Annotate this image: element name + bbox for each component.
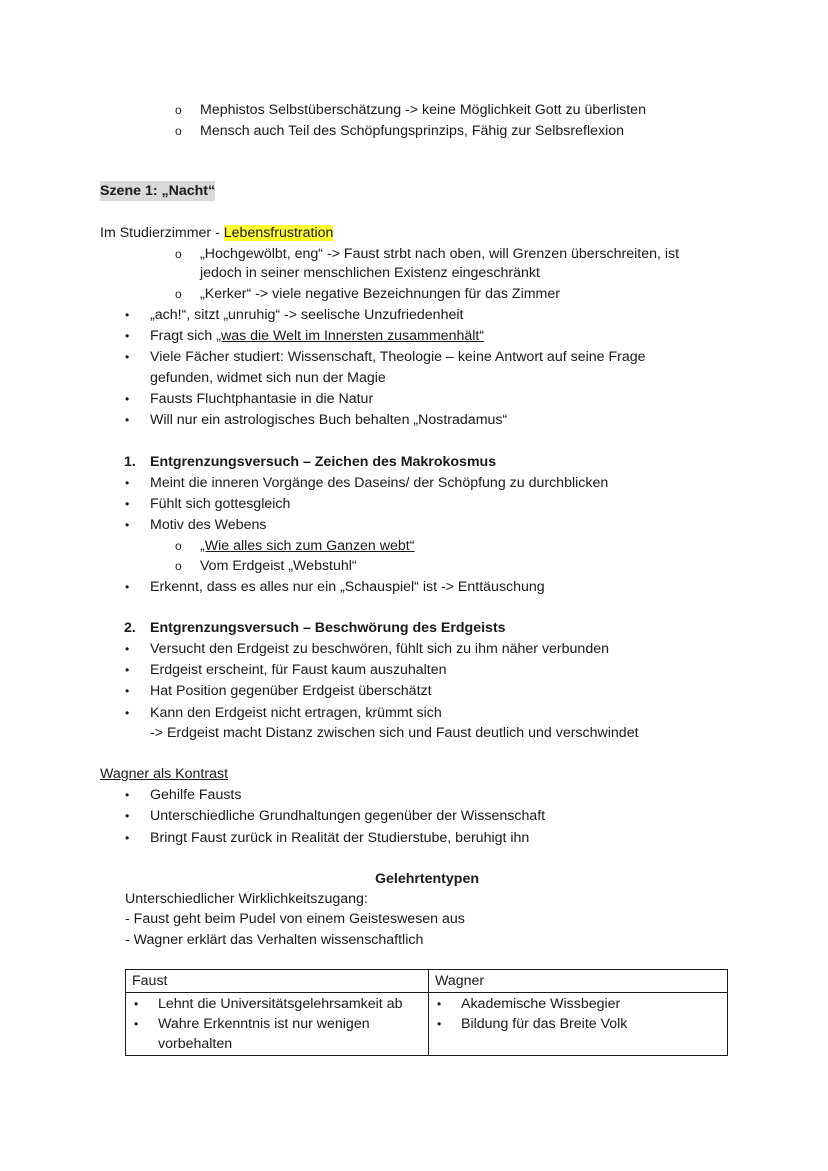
bullet-text: Bringt Faust zurück in Realität der Studierstube, beruhigt ihn (150, 830, 530, 846)
sub-bullet-marker: o (175, 559, 182, 573)
section-heading: Entgrenzungsversuch – Zeichen des Makrokosmus (150, 454, 497, 470)
list-item (132, 1014, 422, 1054)
bullet-text: Erkennt, dass es alles nur ein „Schauspiel“ ist -> Enttäuschung (150, 579, 545, 595)
gelehrten-line: - Wagner erklärt das Verhalten wissenschaftlich (125, 932, 424, 948)
section-number: 1. (124, 454, 136, 470)
bullet-text (150, 326, 484, 346)
cell-list (435, 994, 721, 1034)
sub-bullet-marker: o (175, 124, 182, 138)
sub-bullet-text: Mephistos Selbstüberschätzung -> keine Möglichkeit Gott zu überlisten (200, 102, 646, 118)
section-number: 2. (124, 620, 136, 636)
bullet-marker: • (125, 663, 130, 677)
scene-heading: Szene 1: „Nacht“ (100, 183, 216, 199)
intro-highlight: Lebensfrustration (223, 225, 334, 241)
bullet-marker: • (134, 1017, 139, 1031)
bullet-marker: • (125, 684, 130, 698)
sub-bullet-marker: o (175, 103, 182, 117)
sub-bullet-text: „Hochgewölbt, eng“ -> Faust strbt nach oben, will Grenzen überschreiten, ist (200, 246, 680, 262)
bullet-marker: • (125, 809, 130, 823)
bullet-marker: • (125, 580, 130, 594)
gelehrten-title: Gelehrtentypen (374, 871, 480, 887)
list-item (435, 994, 721, 1014)
bullet-marker: • (125, 476, 130, 490)
bullet-marker: • (437, 997, 442, 1011)
bullet-marker: • (125, 308, 130, 322)
list-item-text: Lehnt die Universitätsgelehrsamkeit ab (158, 996, 403, 1012)
bullet-text: Motiv des Webens (150, 517, 267, 533)
list-item-text: Akademische Wissbegier (461, 996, 621, 1012)
bullet-marker: • (125, 350, 130, 364)
bullet-text-cont: gefunden, widmet sich nun der Magie (150, 370, 386, 386)
bullet-text: Unterschiedliche Grundhaltungen gegenüber der Wissenschaft (150, 808, 546, 824)
table-header-row (126, 970, 728, 993)
list-item-text: Wahre Erkenntnis ist nur wenigen vorbehalten (158, 1016, 370, 1052)
comparison-table (125, 969, 728, 1056)
list-item-text: Bildung für das Breite Volk (461, 1016, 628, 1032)
bullet-text: Fausts Fluchtphantasie in die Natur (150, 391, 374, 407)
sub-bullet-text: „Kerker“ -> viele negative Bezeichnungen für das Zimmer (200, 286, 560, 302)
bullet-marker: • (437, 1017, 442, 1031)
bullet-marker: • (125, 831, 130, 845)
bullet-text: Viele Fächer studiert: Wissenschaft, Theologie – keine Antwort auf seine Frage (150, 349, 646, 365)
sub-bullet-text-cont: jedoch in seiner menschlichen Existenz eingeschränkt (200, 265, 540, 281)
bullet-marker: • (125, 642, 130, 656)
bullet-text: Gehilfe Fausts (150, 787, 242, 803)
bullet-text: Versucht den Erdgeist zu beschwören, fühlt sich zu ihm näher verbunden (150, 641, 609, 657)
bullet-marker: • (125, 497, 130, 511)
gelehrten-line: Unterschiedlicher Wirklichkeitszugang: (125, 891, 368, 907)
bullet-marker: • (125, 706, 130, 720)
bullet-text: Erdgeist erscheint, für Faust kaum auszuhalten (150, 662, 447, 678)
underlined-quote: „was die Welt im Innersten zusammenhält“ (216, 328, 485, 344)
gelehrten-line: - Faust geht beim Pudel von einem Geisteswesen aus (125, 911, 465, 927)
section-heading: Entgrenzungsversuch – Beschwörung des Erdgeists (150, 620, 506, 636)
bullet-marker: • (125, 329, 130, 343)
intro-prefix: Im Studierzimmer - (100, 225, 224, 241)
bullet-marker: • (125, 392, 130, 406)
table-row (126, 993, 728, 1056)
sub-bullet-marker: o (175, 287, 182, 301)
intro-line (100, 223, 333, 243)
sub-bullet-text: Vom Erdgeist „Webstuhl“ (200, 558, 357, 574)
table-cell (126, 993, 429, 1056)
bullet-marker: • (134, 997, 139, 1011)
bullet-text: Will nur ein astrologisches Buch behalten „Nostradamus“ (150, 412, 508, 428)
bullet-text: Hat Position gegenüber Erdgeist überschätzt (150, 683, 432, 699)
list-item (132, 994, 422, 1014)
sub-bullet-marker: o (175, 247, 182, 261)
bullet-prefix: Fragt sich (150, 328, 217, 344)
bullet-text: Kann den Erdgeist nicht ertragen, krümmt sich (150, 705, 442, 721)
bullet-text: Meint die inneren Vorgänge des Daseins/ der Schöpfung zu durchblicken (150, 475, 609, 491)
table-cell (429, 993, 728, 1056)
bullet-marker: • (125, 518, 130, 532)
table-header-cell: Faust (126, 970, 429, 993)
bullet-marker: • (125, 788, 130, 802)
sub-bullet-text: Mensch auch Teil des Schöpfungsprinzips, Fähig zur Selbsreflexion (200, 123, 625, 139)
bullet-marker: • (125, 413, 130, 427)
sub-bullet-text: „Wie alles sich zum Ganzen webt“ (200, 538, 415, 554)
sub-bullet-marker: o (175, 539, 182, 553)
bullet-text-cont: -> Erdgeist macht Distanz zwischen sich und Faust deutlich und verschwindet (150, 725, 639, 741)
list-item (435, 1014, 721, 1034)
wagner-heading: Wagner als Kontrast (100, 766, 229, 782)
table-header-cell: Wagner (429, 970, 728, 993)
bullet-text: Fühlt sich gottesgleich (150, 496, 291, 512)
bullet-text: „ach!“, sitzt „unruhig“ -> seelische Unzufriedenheit (150, 307, 464, 323)
cell-list (132, 994, 422, 1054)
